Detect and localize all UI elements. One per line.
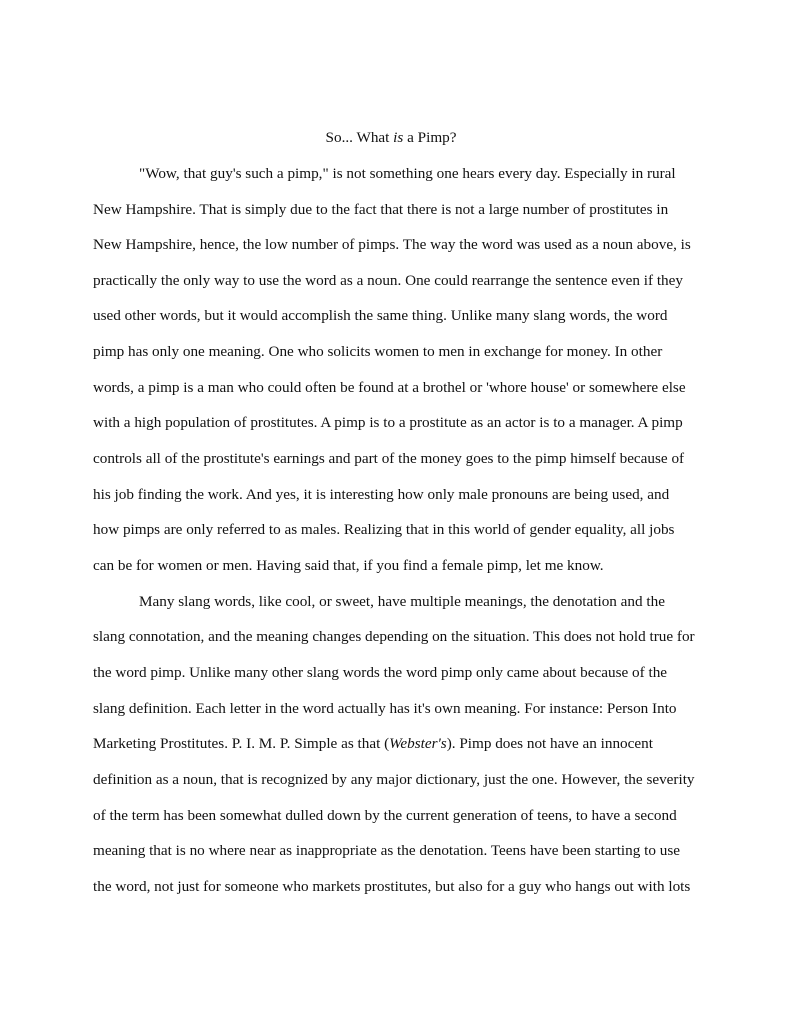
- paragraph-1-line: practically the only way to use the word as a noun. One could rearrange the sentence even if they: [93, 272, 683, 289]
- title-text-after: a Pimp?: [403, 129, 457, 146]
- citation-text-before: Marketing Prostitutes. P. I. M. P. Simple as that (: [93, 735, 390, 752]
- paragraph-1-line: pimp has only one meaning. One who solicits women to men in exchange for money. In other: [93, 343, 663, 360]
- paragraph-2-line: Many slang words, like cool, or sweet, have multiple meanings, the denotation and the: [139, 593, 665, 610]
- paragraph-1-line: can be for women or men. Having said that, if you find a female pimp, let me know.: [93, 557, 604, 574]
- paragraph-1-line: New Hampshire. That is simply due to the fact that there is not a large number of prostitutes in: [93, 201, 669, 218]
- paragraph-2-line: the word pimp. Unlike many other slang words the word pimp only came about because of the: [93, 664, 668, 681]
- paragraph-1-line: with a high population of prostitutes. A pimp is to a prostitute as an actor is to a manager. A pimp: [93, 414, 683, 431]
- title-italic-word: is: [393, 129, 404, 146]
- paragraph-1-line: words, a pimp is a man who could often be found at a brothel or 'whore house' or somewhere else: [93, 379, 686, 396]
- paragraph-1-line: New Hampshire, hence, the low number of pimps. The way the word was used as a noun above, is: [93, 236, 691, 253]
- citation-text-after: ). Pimp does not have an innocent: [446, 735, 653, 752]
- paragraph-2-citation-line: [93, 734, 653, 754]
- paragraph-2-line: of the term has been somewhat dulled down by the current generation of teens, to have a second: [93, 807, 677, 824]
- paragraph-1-line: used other words, but it would accomplish the same thing. Unlike many slang words, the word: [93, 307, 668, 324]
- citation-source: Webster's: [389, 735, 447, 752]
- paragraph-1-line: how pimps are only referred to as males. Realizing that in this world of gender equality, all jobs: [93, 521, 675, 538]
- paragraph-1-line: controls all of the prostitute's earnings and part of the money goes to the pimp himself because of: [93, 450, 685, 467]
- paragraph-2-line: definition as a noun, that is recognized by any major dictionary, just the one. However, the severity: [93, 771, 695, 788]
- paragraph-2-line: slang connotation, and the meaning changes depending on the situation. This does not hold true for: [93, 628, 695, 645]
- paragraph-1-line: his job finding the work. And yes, it is interesting how only male pronouns are being used, and: [93, 486, 670, 503]
- paragraph-2-line: meaning that is no where near as inappropriate as the denotation. Teens have been starting to use: [93, 842, 680, 859]
- essay-title: [0, 128, 782, 148]
- paragraph-2-line: slang definition. Each letter in the word actually has it's own meaning. For instance: Person Into: [93, 700, 677, 717]
- paragraph-2-line: the word, not just for someone who markets prostitutes, but also for a guy who hangs out with lots: [93, 878, 691, 895]
- paragraph-1-line: "Wow, that guy's such a pimp," is not something one hears every day. Especially in rural: [139, 165, 676, 182]
- title-text-before: So... What: [325, 129, 394, 146]
